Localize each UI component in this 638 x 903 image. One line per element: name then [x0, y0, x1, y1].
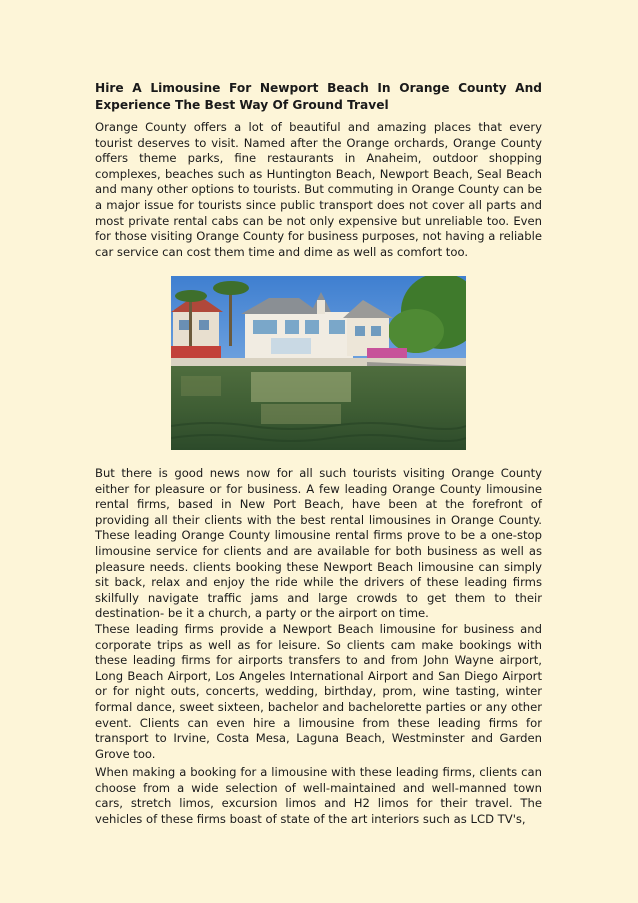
paragraph-booking: When making a booking for a limousine with these leading firms, clients can choose from a wide selection of well-maintained and well-manned town cars, stretch limos, excursion limos and H2 limos for their travel. The vehicles of these firms boast of state of the art interiors such as LCD TV's, [95, 765, 542, 826]
waterfront-house-photo [171, 276, 466, 450]
paragraph-intro: Orange County offers a lot of beautiful and amazing places that every tourist deserves to visit. Named after the Orange orchards, Orange County offers theme parks, fine restaurants in Anaheim, outdoor shopping complexes, beaches such as Huntington Beach, Newport Beach, Seal Beach and many other options to tourists. But commuting in Orange County can be a major issue for tourists since public transport does not cover all parts and most private rental cabs can be not only expensive but unreliable too. Even for those visiting Orange County for business purposes, not having a reliable car service can cost them time and dime as well as comfort too. [95, 120, 542, 259]
document-title: Hire A Limousine For Newport Beach In Orange County And Experience The Best Way Of Ground Travel [95, 81, 542, 112]
paragraph-services: These leading firms provide a Newport Beach limousine for business and corporate trips as well as for leisure. So clients cam make bookings with these leading firms for airports transfers to and from John Wayne airport, Long Beach Airport, Los Angeles International Airport and San Diego Airport or for night outs, concerts, wedding, birthday, prom, wine tasting, winter formal dance, sweet sixteen, bachelor and bachelorette parties or any other event. Clients can even hire a limousine from these leading firms for transport to Irvine, Costa Mesa, Laguna Beach, Westminster and Garden Grove too. [95, 622, 542, 761]
paragraph-good-news: But there is good news now for all such tourists visiting Orange County either for pleasure or for business. A few leading Orange County limousine rental firms, based in New Port Beach, have been at the forefront of providing all their clients with the best rental limousines in Orange County. These leading Orange County limousine rental firms prove to be a one-stop limousine service for clients and are available for both business as well as pleasure needs. clients booking these Newport Beach limousine can simply sit back, relax and enjoy the ride while the drivers of these leading firms skilfully navigate traffic jams and large crowds to get them to their destination- be it a church, a party or the airport on time. [95, 466, 542, 621]
